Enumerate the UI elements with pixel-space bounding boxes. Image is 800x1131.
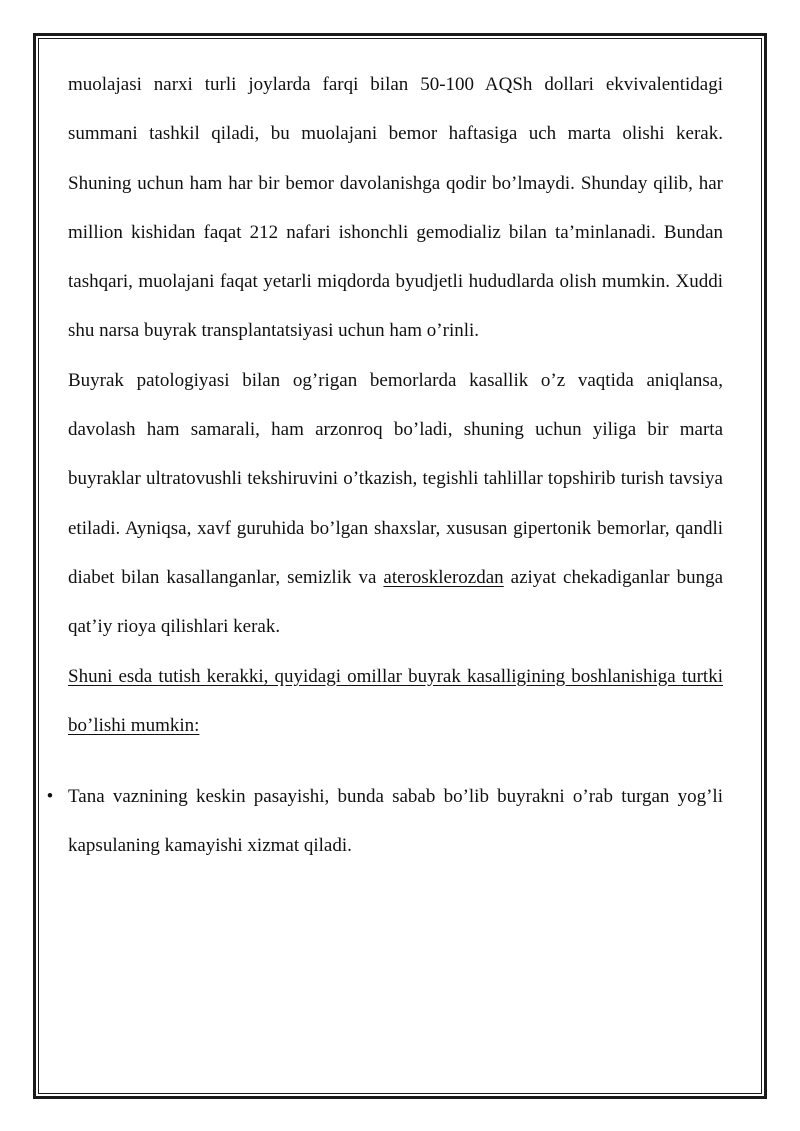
- bullet-icon: •: [46, 786, 54, 808]
- paragraph-cost: muolajasi narxi turli joylarda farqi bilan 50-100 AQSh dollari ekvivalentidagi summani tashkil qiladi, bu muolajani bemor haftasiga uch marta olishi kerak. Shuning uchun ham har bir bemor davolanishga qodir bo’lmaydi. Shunday qilib, har million kishidan faqat 212 nafari ishonchli gemodializ bilan ta’minlanadi. Bundan tashqari, muolajani faqat yetarli miqdorda byudjetli hududlarda olish mumkin. Xuddi shu narsa buyrak transplantatsiyasi uchun ham o’rinli.: [68, 74, 723, 342]
- paragraph-prevention-text-end: aziyat chekadiganlar bunga qat’iy rioya qilishlari kerak.: [68, 566, 724, 638]
- paragraph-prevention-text: Buyrak patologiyasi bilan og’rigan bemorlarda kasallik o’z vaqtida aniqlansa, davolash ham samarali, ham arzonroq bo’ladi, shuning uchun yiliga bir marta buyraklar ultratovushli tekshiruvini o’tkazish, tegishli tahlillar topshirib turish tavsiya etiladi. Ayniqsa, xavf guruhida bo’lgan shaxslar, xususan gipertonik bemorlar, qandli diabet bilan kasallanganlar, semizlik va: [68, 369, 723, 588]
- list-item-text: Tana vaznining keskin pasayishi, bunda sabab bo’lib buyrakni o’rab turgan yog’li kapsulaning kamayishi xizmat qiladi.: [68, 786, 723, 857]
- list-item: [46, 772, 723, 871]
- paragraph-risk-factors-heading: Shuni esda tutish kerakki, quyidagi omillar buyrak kasalligining boshlanishiga turtki bo’lishi mumkin:: [68, 665, 723, 736]
- aterosklerozdan-link[interactable]: aterosklerozdan: [383, 566, 504, 588]
- paragraph-prevention: [68, 356, 723, 652]
- document-body: [46, 60, 724, 871]
